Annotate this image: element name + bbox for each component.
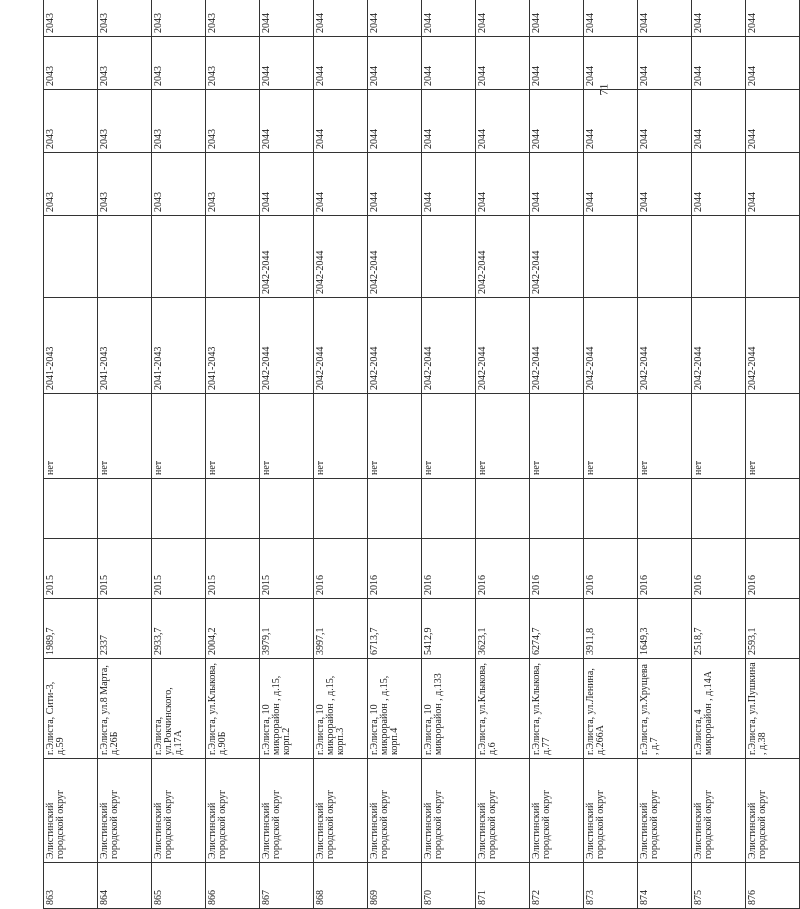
cell-y2: 2043 xyxy=(206,90,260,153)
table-row xyxy=(746,0,800,909)
table-row xyxy=(260,0,314,909)
cell-y3: 2044 xyxy=(314,37,368,90)
cell-period1: 2042-2044 xyxy=(584,298,638,394)
cell-blank xyxy=(422,479,476,539)
cell-y2: 2044 xyxy=(314,90,368,153)
cell-period1: 2042-2044 xyxy=(260,298,314,394)
cell-area: 6274,7 xyxy=(530,599,584,659)
cell-district: Элистинский городской округ xyxy=(746,759,800,863)
cell-blank xyxy=(44,479,98,539)
cell-y4: 2043 xyxy=(206,0,260,37)
cell-address: г.Элиста, ул.Хрущева , д.7 xyxy=(638,659,692,759)
table-row xyxy=(584,0,638,909)
cell-year: 2016 xyxy=(476,539,530,599)
cell-flag: нет xyxy=(314,394,368,479)
cell-area: 3997,1 xyxy=(314,599,368,659)
cell-period1: 2041-2043 xyxy=(44,298,98,394)
rotated-table-sheet xyxy=(43,13,768,909)
cell-y4: 2044 xyxy=(368,0,422,37)
cell-flag: нет xyxy=(638,394,692,479)
cell-y4: 2044 xyxy=(584,0,638,37)
cell-no: 867 xyxy=(260,863,314,909)
cell-period1: 2042-2044 xyxy=(692,298,746,394)
cell-period2 xyxy=(638,216,692,298)
cell-period1: 2042-2044 xyxy=(638,298,692,394)
cell-period2: 2042-2044 xyxy=(476,216,530,298)
cell-period2 xyxy=(98,216,152,298)
cell-no: 865 xyxy=(152,863,206,909)
cell-area: 5412,9 xyxy=(422,599,476,659)
cell-year: 2016 xyxy=(530,539,584,599)
cell-blank xyxy=(746,479,800,539)
cell-period1: 2041-2043 xyxy=(98,298,152,394)
table-row xyxy=(314,0,368,909)
cell-y3: 2044 xyxy=(476,37,530,90)
cell-period2: 2042-2044 xyxy=(314,216,368,298)
cell-y2: 2044 xyxy=(692,90,746,153)
cell-y1: 2044 xyxy=(260,153,314,216)
cell-no: 874 xyxy=(638,863,692,909)
cell-y2: 2043 xyxy=(44,90,98,153)
cell-no: 873 xyxy=(584,863,638,909)
housing-repair-table xyxy=(43,0,800,909)
cell-y1: 2044 xyxy=(422,153,476,216)
cell-period1: 2042-2044 xyxy=(368,298,422,394)
cell-y2: 2044 xyxy=(476,90,530,153)
cell-y2: 2043 xyxy=(152,90,206,153)
cell-y3: 2044 xyxy=(746,37,800,90)
cell-y1: 2043 xyxy=(98,153,152,216)
cell-year: 2015 xyxy=(98,539,152,599)
cell-y2: 2043 xyxy=(98,90,152,153)
cell-y4: 2044 xyxy=(530,0,584,37)
cell-period1: 2041-2043 xyxy=(206,298,260,394)
cell-y1: 2043 xyxy=(44,153,98,216)
cell-y4: 2044 xyxy=(260,0,314,37)
cell-area: 2933,7 xyxy=(152,599,206,659)
table-row xyxy=(692,0,746,909)
cell-year: 2015 xyxy=(152,539,206,599)
cell-no: 872 xyxy=(530,863,584,909)
cell-district: Элистинский городской округ xyxy=(44,759,98,863)
cell-no: 871 xyxy=(476,863,530,909)
cell-y4: 2044 xyxy=(746,0,800,37)
cell-y4: 2044 xyxy=(476,0,530,37)
cell-no: 876 xyxy=(746,863,800,909)
cell-flag: нет xyxy=(206,394,260,479)
cell-y2: 2044 xyxy=(638,90,692,153)
cell-blank xyxy=(98,479,152,539)
cell-district: Элистинский городской округ xyxy=(260,759,314,863)
cell-flag: нет xyxy=(422,394,476,479)
cell-period2 xyxy=(44,216,98,298)
cell-blank xyxy=(476,479,530,539)
cell-address: г.Элиста, 10 микрорайон , д.15, корп.2 xyxy=(260,659,314,759)
cell-y3: 2044 xyxy=(584,37,638,90)
cell-area: 3979,1 xyxy=(260,599,314,659)
cell-year: 2016 xyxy=(692,539,746,599)
cell-address: г.Элиста, ул.Рокчинского, д.17А xyxy=(152,659,206,759)
cell-district: Элистинский городской округ xyxy=(314,759,368,863)
cell-address: г.Элиста, ул.Клыкова, д.90Б xyxy=(206,659,260,759)
cell-y3: 2043 xyxy=(98,37,152,90)
cell-y1: 2044 xyxy=(638,153,692,216)
cell-year: 2016 xyxy=(368,539,422,599)
cell-blank xyxy=(260,479,314,539)
cell-blank xyxy=(584,479,638,539)
cell-district: Элистинский городской округ xyxy=(368,759,422,863)
cell-area: 6713,7 xyxy=(368,599,422,659)
cell-no: 870 xyxy=(422,863,476,909)
cell-year: 2015 xyxy=(260,539,314,599)
cell-flag: нет xyxy=(692,394,746,479)
cell-y3: 2044 xyxy=(422,37,476,90)
cell-y3: 2043 xyxy=(44,37,98,90)
cell-period2 xyxy=(584,216,638,298)
cell-y1: 2043 xyxy=(152,153,206,216)
cell-year: 2016 xyxy=(746,539,800,599)
cell-y1: 2043 xyxy=(206,153,260,216)
cell-flag: нет xyxy=(584,394,638,479)
cell-y3: 2043 xyxy=(152,37,206,90)
table-row xyxy=(98,0,152,909)
cell-district: Элистинский городской округ xyxy=(152,759,206,863)
cell-blank xyxy=(368,479,422,539)
cell-y1: 2044 xyxy=(368,153,422,216)
cell-y3: 2043 xyxy=(206,37,260,90)
table-row xyxy=(152,0,206,909)
cell-y4: 2044 xyxy=(314,0,368,37)
cell-area: 3911,8 xyxy=(584,599,638,659)
cell-period2: 2042-2044 xyxy=(530,216,584,298)
cell-address: г.Элиста, 10 микрорайон , д.15, корп.3 xyxy=(314,659,368,759)
cell-no: 866 xyxy=(206,863,260,909)
cell-y2: 2044 xyxy=(746,90,800,153)
cell-period1: 2042-2044 xyxy=(530,298,584,394)
cell-area: 1649,3 xyxy=(638,599,692,659)
cell-y4: 2043 xyxy=(152,0,206,37)
cell-y3: 2044 xyxy=(692,37,746,90)
cell-no: 875 xyxy=(692,863,746,909)
cell-address: г.Элиста, Сити-3, д.59 xyxy=(44,659,98,759)
cell-y4: 2044 xyxy=(692,0,746,37)
cell-area: 2337 xyxy=(98,599,152,659)
cell-no: 869 xyxy=(368,863,422,909)
cell-area: 2004,2 xyxy=(206,599,260,659)
cell-flag: нет xyxy=(260,394,314,479)
cell-period2: 2042-2044 xyxy=(368,216,422,298)
cell-district: Элистинский городской округ xyxy=(692,759,746,863)
cell-period1: 2041-2043 xyxy=(152,298,206,394)
cell-y4: 2044 xyxy=(638,0,692,37)
cell-y3: 2044 xyxy=(368,37,422,90)
cell-area: 3623,1 xyxy=(476,599,530,659)
cell-y3: 2044 xyxy=(530,37,584,90)
table-body xyxy=(44,0,800,909)
cell-blank xyxy=(638,479,692,539)
cell-year: 2015 xyxy=(206,539,260,599)
cell-period2 xyxy=(206,216,260,298)
cell-y3: 2044 xyxy=(638,37,692,90)
cell-period2 xyxy=(152,216,206,298)
cell-y1: 2044 xyxy=(584,153,638,216)
cell-y4: 2043 xyxy=(44,0,98,37)
table-row xyxy=(206,0,260,909)
cell-year: 2016 xyxy=(584,539,638,599)
cell-period1: 2042-2044 xyxy=(476,298,530,394)
cell-address: г.Элиста, ул.Пушкина , д.38 xyxy=(746,659,800,759)
cell-y2: 2044 xyxy=(584,90,638,153)
cell-no: 863 xyxy=(44,863,98,909)
cell-district: Элистинский городской округ xyxy=(422,759,476,863)
cell-address: г.Элиста, ул.Клыкова, д.6 xyxy=(476,659,530,759)
cell-period1: 2042-2044 xyxy=(422,298,476,394)
page-number: 71 xyxy=(596,83,611,96)
cell-y3: 2044 xyxy=(260,37,314,90)
cell-district: Элистинский городской округ xyxy=(206,759,260,863)
cell-y1: 2044 xyxy=(476,153,530,216)
cell-blank xyxy=(314,479,368,539)
cell-y1: 2044 xyxy=(530,153,584,216)
cell-address: г.Элиста, ул.Клыкова, д.77 xyxy=(530,659,584,759)
cell-district: Элистинский городской округ xyxy=(638,759,692,863)
cell-y1: 2044 xyxy=(746,153,800,216)
cell-y2: 2044 xyxy=(530,90,584,153)
cell-flag: нет xyxy=(98,394,152,479)
cell-blank xyxy=(530,479,584,539)
cell-address: г.Элиста, 4 микрорайон , д.14А xyxy=(692,659,746,759)
cell-blank xyxy=(692,479,746,539)
cell-flag: нет xyxy=(530,394,584,479)
cell-no: 864 xyxy=(98,863,152,909)
cell-district: Элистинский городской округ xyxy=(530,759,584,863)
cell-y1: 2044 xyxy=(314,153,368,216)
cell-period2 xyxy=(692,216,746,298)
cell-y4: 2043 xyxy=(98,0,152,37)
cell-area: 2593,1 xyxy=(746,599,800,659)
cell-blank xyxy=(152,479,206,539)
cell-area: 1989,7 xyxy=(44,599,98,659)
table-row xyxy=(638,0,692,909)
cell-year: 2015 xyxy=(44,539,98,599)
table-row xyxy=(530,0,584,909)
cell-flag: нет xyxy=(368,394,422,479)
cell-period1: 2042-2044 xyxy=(314,298,368,394)
cell-period2 xyxy=(746,216,800,298)
cell-y2: 2044 xyxy=(422,90,476,153)
table-row xyxy=(44,0,98,909)
cell-year: 2016 xyxy=(422,539,476,599)
cell-blank xyxy=(206,479,260,539)
table-row xyxy=(422,0,476,909)
cell-y1: 2044 xyxy=(692,153,746,216)
cell-y2: 2044 xyxy=(368,90,422,153)
cell-address: г.Элиста, 10 микрорайон , д.15, корп.4 xyxy=(368,659,422,759)
cell-y2: 2044 xyxy=(260,90,314,153)
cell-address: г.Элиста, ул.Ленина, д.266А xyxy=(584,659,638,759)
cell-flag: нет xyxy=(746,394,800,479)
cell-period2: 2042-2044 xyxy=(260,216,314,298)
cell-no: 868 xyxy=(314,863,368,909)
cell-district: Элистинский городской округ xyxy=(476,759,530,863)
table-row xyxy=(368,0,422,909)
cell-year: 2016 xyxy=(638,539,692,599)
table-row xyxy=(476,0,530,909)
cell-year: 2016 xyxy=(314,539,368,599)
cell-area: 2518,7 xyxy=(692,599,746,659)
cell-district: Элистинский городской округ xyxy=(584,759,638,863)
cell-y4: 2044 xyxy=(422,0,476,37)
cell-period2 xyxy=(422,216,476,298)
cell-address: г.Элиста, ул.8 Марта, д.26Б xyxy=(98,659,152,759)
cell-flag: нет xyxy=(44,394,98,479)
cell-flag: нет xyxy=(152,394,206,479)
cell-flag: нет xyxy=(476,394,530,479)
cell-district: Элистинский городской округ xyxy=(98,759,152,863)
cell-address: г.Элиста, 10 микрорайон , д.133 xyxy=(422,659,476,759)
cell-period1: 2042-2044 xyxy=(746,298,800,394)
